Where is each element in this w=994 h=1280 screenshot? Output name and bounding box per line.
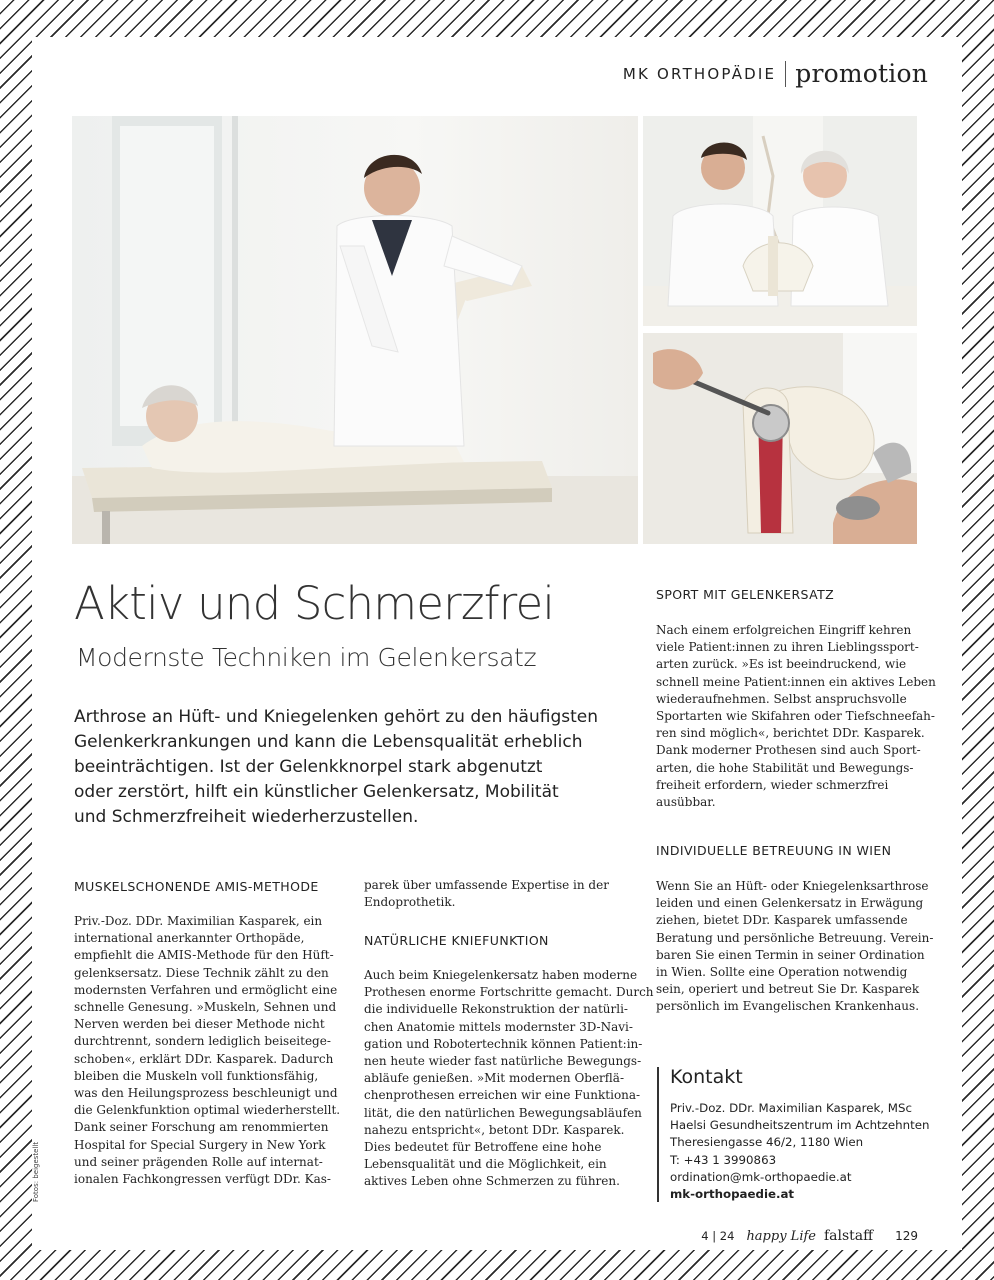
consultation-photo [643,116,917,326]
text-line: Beratung und persönliche Betreuung. Verein- [656,930,934,945]
lead-line: Arthrose an Hüft- und Kniegelenken gehört zu den häufigsten [74,707,599,727]
text-line: sein, operiert und betreut Sie Dr. Kasparek [656,982,920,997]
contact-center: Haelsi Gesundheitszentrum im Achtzehnten [670,1118,930,1133]
section-heading-knie: NATÜRLICHE KNIEFUNKTION [364,933,549,948]
section-heading-amis: MUSKELSCHONENDE AMIS-METHODE [74,879,319,894]
text-line: arten zurück. »Es ist beeindruckend, wie [656,657,907,672]
page-number: 129 [895,1229,918,1243]
text-line: modernsten Verfahren und ermöglicht eine [74,982,338,997]
text-line: und seiner prägenden Rolle auf internat- [74,1154,323,1169]
text-line: viele Patient:innen zu ihren Lieblingssport- [656,640,919,655]
prosthesis-photo [643,333,917,544]
text-line: gation und Robotertechnik können Patient:in- [364,1036,643,1051]
page-header [623,59,928,88]
lead-paragraph [74,705,634,830]
text-line: Auch beim Kniegelenkersatz haben moderne [364,968,638,982]
contact-website[interactable]: mk-orthopaedie.at [670,1187,795,1202]
text-line: chen Anatomie mittels modernster 3D-Navi- [364,1019,633,1034]
text-line: Prothesen enorme Fortschritte gemacht. Durch [364,985,654,1000]
page-footer [701,1228,918,1244]
text-line: aktives Leben ohne Schmerzen zu führen. [364,1174,620,1189]
contact-details [670,1100,929,1203]
text-line: schoben«, erklärt DDr. Kasparek. Dadurch [74,1051,334,1066]
text-line: Nach einem erfolgreichen Eingriff kehren [656,623,912,637]
text-line: die individuelle Rekonstruktion der natürli- [364,1002,628,1017]
section-heading-betreuung: INDIVIDUELLE BETREUUNG IN WIEN [656,843,892,858]
text-line: ausübbar. [656,795,716,810]
header-divider [785,61,786,87]
text-line: leiden und einen Gelenkersatz in Erwägung [656,896,924,911]
text-line: ren sind möglich«, berichtet DDr. Kasparek. [656,726,925,741]
text-line: schnell meine Patient:innen ein aktives Leben [656,674,936,689]
text-line: Dank seiner Forschung am renommierten [74,1120,329,1135]
text-line: arten, die hohe Stabilität und Bewegungs- [656,760,914,775]
lead-line: beeinträchtigen. Ist der Gelenkknorpel stark abgenutzt [74,757,543,777]
text-line: bleiben die Muskeln voll funktionsfähig, [74,1068,319,1083]
contact-email[interactable]: ordination@mk-orthopaedie.at [670,1169,852,1184]
text-line: Nerven werden bei dieser Methode nicht [74,1017,325,1032]
contact-divider [657,1067,659,1202]
text-line: Wenn Sie an Hüft- oder Kniegelenksarthrose [656,879,929,893]
consultation-illustration [643,116,917,326]
text-line: was den Heilungsprozess beschleunigt und [74,1086,338,1101]
text-line: abläufe genießen. »Mit modernen Oberflä- [364,1071,625,1086]
prosthesis-illustration [643,333,917,544]
contact-title: Kontakt [670,1066,743,1088]
text-line: wiederaufnehmen. Selbst anspruchsvolle [656,691,907,706]
photo-credit: Fotos: beigestellt [32,1141,40,1202]
text-line: chenprothesen erreichen wir eine Funktiona- [364,1088,641,1103]
text-line: parek über umfassende Expertise in der [364,878,609,892]
promotion-label: promotion [795,59,928,88]
lead-line: oder zerstört, hilft ein künstlicher Gelenkersatz, Mobilität [74,782,559,802]
text-line: Lebensqualität und die Möglichkeit, ein [364,1157,607,1172]
contact-name: Priv.-Doz. DDr. Maximilian Kasparek, MSc [670,1101,912,1115]
text-line: Endoprothetik. [364,895,456,910]
text-line: Priv.-Doz. DDr. Maximilian Kasparek, ein [74,914,323,928]
text-line: freiheit erfordern, wieder schmerzfrei [656,777,889,792]
knie-text [364,967,654,1191]
text-line: nahezu entspricht«, betont DDr. Kasparek. [364,1122,625,1137]
issue-number: 4 | 24 [701,1229,735,1243]
magazine-page [32,37,962,1250]
text-line: ziehen, bietet DDr. Kasparek umfassende [656,913,908,928]
lead-line: Gelenkerkrankungen und kann die Lebensqualität erheblich [74,732,583,752]
text-line: schnelle Genesung. »Muskeln, Sehnen und [74,1000,337,1015]
text-line: Dank moderner Prothesen sind auch Sport- [656,743,921,758]
text-line: persönlich im Evangelischen Krankenhaus. [656,999,920,1014]
article-subtitle: Modernste Techniken im Gelenkersatz [76,643,537,672]
article-title: Aktiv und Schmerzfrei [74,577,555,630]
text-line: die Gelenkfunktion optimal wiederherstellt. [74,1103,341,1118]
contact-address: Theresiengasse 46/2, 1180 Wien [670,1135,864,1150]
section-heading-sport: SPORT MIT GELENKERSATZ [656,587,835,602]
amis-text-continued [364,877,609,911]
text-line: nen heute wieder fast natürliche Bewegungs- [364,1054,642,1069]
text-line: ionalen Fachkongressen verfügt DDr. Kas- [74,1172,331,1187]
text-line: gelenksersatz. Diese Technik zählt zu den [74,965,329,980]
lead-line: und Schmerzfreiheit wiederherzustellen. [74,807,419,827]
text-line: Hospital for Special Surgery in New York [74,1137,326,1152]
text-line: in Wien. Sollte eine Operation notwendig [656,965,908,980]
main-photo [72,116,638,544]
text-line: lität, die den natürlichen Bewegungsabläufen [364,1105,642,1120]
text-line: Sportarten wie Skifahren oder Tiefschneefah- [656,709,935,724]
text-line: baren Sie einen Termin in seiner Ordination [656,947,925,962]
doctor-patient-illustration [72,116,638,544]
brand-name: MK ORTHOPÄDIE [622,64,777,83]
magazine-logo: happy Life [746,1229,816,1244]
falstaff-logo: falstaff [823,1228,874,1244]
text-line: Dies bedeutet für Betroffene eine hohe [364,1140,602,1155]
sport-text [656,622,936,811]
text-line: empfiehlt die AMIS-Methode für den Hüft- [74,948,334,963]
text-line: durchtrennt, sondern lediglich beiseitege- [74,1034,331,1049]
amis-text [74,913,340,1188]
text-line: international anerkannter Orthopäde, [74,931,305,946]
betreuung-text [656,878,933,1016]
contact-phone[interactable]: T: +43 1 3990863 [670,1152,777,1167]
